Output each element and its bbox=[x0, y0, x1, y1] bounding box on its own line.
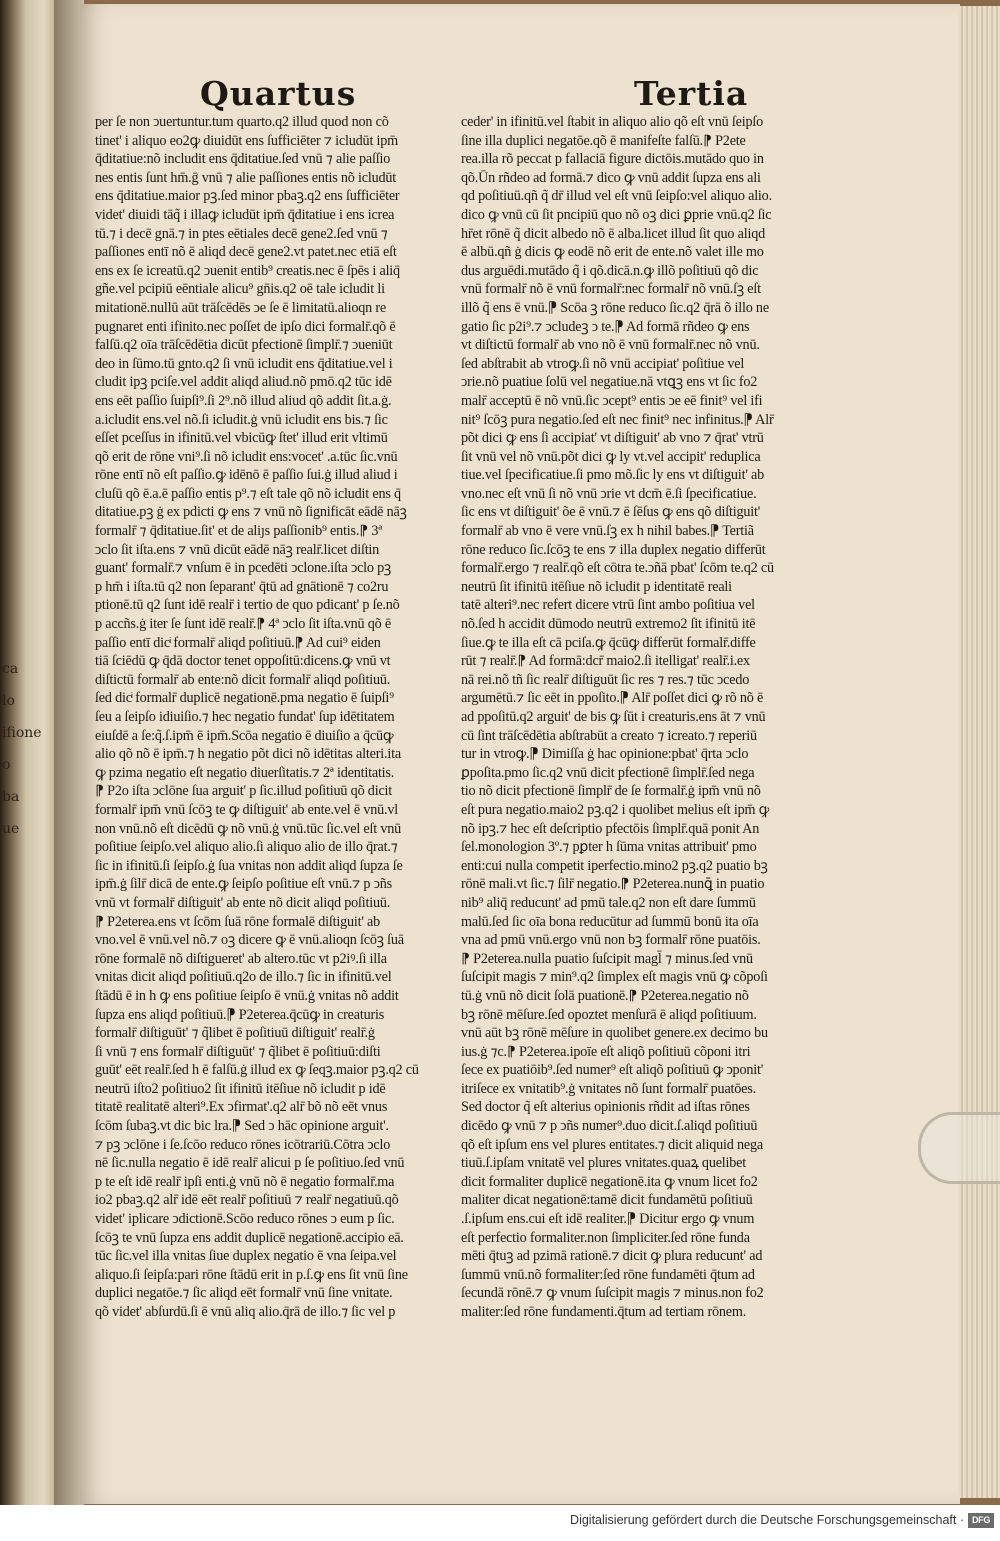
text-column-left bbox=[95, 113, 445, 1322]
text-line: itriſece ex vnitatib⁹.ġ vnitates nõ ſunt formalr̄ puatōes. bbox=[461, 1080, 756, 1097]
text-line: cū ſint trāſcēdētia abſtrabūt a creato ⁊ icreato.⁊ reperiū bbox=[461, 727, 757, 744]
text-line: ↄrie.nõ puatiue ſolū vel negatiue.nā vtꝗꝫ ens vt ſic fo2 bbox=[461, 374, 758, 391]
text-line: diſtictū formalr̄ ab ente:nõ dicit formalr̄ aliqd poſitiuū. bbox=[95, 671, 391, 688]
text-line: dus arguēdi.mutādo q̃ i qõ.dicā.n.ꝙ illõ poſitiuū qõ dic bbox=[461, 262, 759, 279]
text-line: rea.illa rõ peccat p fallaciā figure dictōis.mutādo quo in bbox=[461, 151, 764, 168]
text-line: io2 pbaꝫ.q2 alr̄ idē eēt realr̄ poſitiuū ⁊ realr̄ negatiuū.qõ bbox=[95, 1192, 399, 1209]
text-line: aliquo.ſi ſeipſa:pari rōne ſtādū erit in p.ſ.ꝙ ens ſit vnū ſine bbox=[95, 1266, 408, 1283]
text-line: dico ꝙ vnū cū ſit pncipiū quo nõ oꝫ dici ꝑprie vnū.q2 ſic bbox=[461, 206, 772, 223]
text-line: paſſiones entī nõ ē aliqd decē gene2.vt patet.nec etiā eſt bbox=[95, 244, 397, 261]
text-line: .ſ.ipſum ens.cui eſt idē realiter.⁋ Dicitur ergo ꝙ vnum bbox=[461, 1211, 755, 1228]
text-line: ſine illa duplici negatōe.qõ ē manifeſte falſū.⁋ P2ete bbox=[461, 132, 746, 149]
text-line: ⁊ pꝫ ↄclōne i ſe.ſcōo reduco rōnes icōtrariū.Cōtra ↄclo bbox=[95, 1136, 391, 1153]
text-line: nõ ipꝫ.⁊ hec eſt deſcriptio pfectōis ſimplr̄.quā ponit An bbox=[461, 820, 760, 837]
text-line: ſed abſtrabit ab vtroꝙ.ſi nõ vnū accipiat' poſitiue vel bbox=[461, 355, 745, 372]
text-line: vnū aūt bꝫ rōnē mēſure in quolibet genere.ex decimo bu bbox=[461, 1025, 768, 1042]
text-line: pugnaret enti ifinito.nec poſſet de ipſo dici formalr̄.qõ ē bbox=[95, 318, 396, 335]
text-line: ens q̄ditatiue.maior pꝫ.ſed minor pbaꝫ.q2 ens ſufficiēter bbox=[95, 188, 400, 205]
text-line: tiuū.ſ.ipſam vnitatē vel plures vnitates.quaꝝ quelibet bbox=[461, 1155, 747, 1172]
text-line: rōnē mali.vt ſic.⁊ ſilr̄ negatio.⁋ P2eterea.nunꝗ̄ in puatio bbox=[461, 876, 765, 893]
running-header-left: Quartus bbox=[200, 74, 357, 113]
text-line: ſeu a ſeipſo idiuiſio.⁊ hec negatio fundat' ſup idētitatem bbox=[95, 709, 395, 725]
margin-fragment: ue bbox=[2, 821, 20, 837]
text-line: malr̄ acceptū ē nõ vnū.ſic ↄcept⁹ entis ↄe eē finit⁹ vel ifi bbox=[461, 392, 763, 409]
text-line: neutrū ſit ifinitū itēſiue nõ icludit p identitatē reali bbox=[461, 578, 732, 595]
text-line: per ſe non ↄuertuntur.tum quarto.q2 illud quod non cõ bbox=[95, 114, 389, 130]
text-line: nē ſic.nulla negatio ē idē realr̄ alicui p ſe poſitiuo.ſed vnū bbox=[95, 1155, 405, 1172]
text-line: rūt ⁊ realr̄.⁋ Ad formā:dcr̄ maio2.ſi itelligat' realr̄.i.ex bbox=[461, 653, 750, 670]
text-line: qd poſitiuū.qñ q̃ dr̄ illud vel eſt vnū ſeipſo:vel aliquo alio. bbox=[461, 188, 772, 205]
text-line: ptionē.tū q2 ſunt idē realr̄ i tertio de quo pdicant' p ſe.nõ bbox=[95, 597, 400, 614]
text-line: bꝫ rōnē mēſure.ſed opoztet menſurā ē aliqd poſitiuum. bbox=[461, 1006, 757, 1023]
text-line: qõ videt' abſurdū.ſi ē vnū aliq alio.q̄rā de illo.⁊ ſic vel p bbox=[95, 1304, 396, 1320]
dfg-logo-icon: DFG bbox=[968, 1513, 994, 1528]
text-line: videt' diuidi tāq̃ i illaꝙ icludūt ipm̄ q̄ditatiue i ens icrea bbox=[95, 206, 395, 223]
text-line: ſece ex puatiōib⁹.ſed numer⁹ eſt aliqõ poſitiuū ꝙ ↄponit' bbox=[461, 1062, 764, 1079]
text-line: guant' formalr̄.⁊ vnſum ē in pcedēti ↄclone.iſta ↄclo pꝫ bbox=[95, 560, 392, 577]
text-line: tūc ſic.vel illa vnitas ſiue duplex negatio ē vna ſeipa.vel bbox=[95, 1248, 397, 1265]
text-line: tiā ſciēdū ꝙ q̄dā doctor tenet oppoſitū:dicens.ꝙ vnū vt bbox=[95, 653, 391, 670]
text-line: põt dici ꝙ ens ſi accipiat' vt diſtiguit' ab vno ⁊ q̄rat' vtrū bbox=[461, 430, 764, 447]
text-line: maliter:ſed rōne fundamenti.q̄tum ad tertiam rōnem. bbox=[461, 1304, 747, 1320]
text-line: a.icludit ens.vel nõ.ſi icludit.ġ vnū icludit ens bis.⁊ ſic bbox=[95, 411, 388, 428]
text-line: ipm̄.ġ ſilr̄ dicā de ente.ꝙ ſeipſo poſitiue eſt vnū.⁊ p ↄñs bbox=[95, 876, 392, 893]
text-line: cludit ipꝫ pciſe.vel addit aliqd aliud.nõ pmō.q2 tūc idē bbox=[95, 374, 392, 391]
text-line: ſcōꝫ te vnū ſupza ens addit duplicē negationē.accipio eā. bbox=[95, 1229, 404, 1246]
text-line: neutrū iſto2 poſitiuo2 ſit ifinitū itēſiue nõ icludit p idē bbox=[95, 1080, 386, 1097]
text-line: ſic ens vt diſtiguit' õe ē vnū.⁊ ē ſēſus ꝙ ens qõ diſtiguit' bbox=[461, 504, 761, 521]
text-line: tū.⁊ i decē gnā.⁊ in ptes eētiales decē gene2.ſed vnū ⁊ bbox=[95, 225, 388, 242]
text-line: ſupza ens aliqd poſitiuū.⁋ P2eterea.q̄cūꝙ in creaturis bbox=[95, 1006, 385, 1023]
text-line: rōne entī nõ eſt paſſio.ꝙ idēnō ē paſſio ſui.ġ illud aliud i bbox=[95, 467, 398, 484]
text-line: formalr̄ ⁊ q̄ditatiue.ſit' et de aliȷs paſſionib⁹ entis.⁋ 3ª bbox=[95, 523, 382, 540]
text-line: formalr̄ ipm̄ vnū ſcōꝫ te ꝙ diſtiguit' ab ente.vel ē vnū.vl bbox=[95, 801, 398, 818]
text-line: nit⁹ ſcōꝫ pura negatio.ſed eſt nec finit⁹ nec infinitus.⁋ Alr̄ bbox=[461, 411, 774, 428]
text-line: tur in vtroꝙ.⁋ Dimiſſa ġ hac opinione:pbat' q̄rta ↄclo bbox=[461, 746, 749, 763]
text-line: ꝙ pzima negatio eſt negatio diuerſitatis.⁊ 2ª identitatis. bbox=[95, 764, 395, 781]
text-line: nā rei.nõ tñ ſic realr̄ diſtiguūt ſic res ⁊ res.⁊ tūc ↄcedo bbox=[461, 671, 750, 688]
text-line: eſt perfectio formaliter.non ſimpliciter.ſed rōne funda bbox=[461, 1229, 750, 1246]
text-line: illõ q̃ ens ē vnū.⁋ Scōa ꝫ rōne reduco ſic.q2 q̄rā õ illo ne bbox=[461, 299, 769, 316]
text-line: eiuſdē a ſe:q̃.ſ.ipm̄ ē ipm̄.Scōa negatio ē diuiſio a q̄cūꝙ bbox=[95, 727, 394, 744]
text-line: vna ad pmū vnū.ergo vnū non bꝫ formalr̄ rōne puatōis. bbox=[461, 932, 761, 949]
text-line: duplici negatōe.⁊ ſic aliqd eēt formalr̄ vnū ſine vnitate. bbox=[95, 1285, 393, 1302]
text-line: malū.ſed ſic oīa bona reducūtur ad ſummū bonū ita oīa bbox=[461, 913, 759, 930]
margin-fragment: ca bbox=[2, 661, 19, 677]
text-line: qõ erit de rōne vni⁹.ſi nõ icludit ens:vocet' .a.tūc ſic.vnū bbox=[95, 448, 398, 465]
text-line: tio nõ dicit pfectionē ſimplr̄ de ſe formalr̄.ġ ipm̄ vnū nõ bbox=[461, 783, 761, 800]
text-line: tū.ġ vnū nõ dicit ſolā puationē.⁋ P2eterea.negatio nõ bbox=[461, 987, 749, 1004]
text-line: titatē realitatē alteri⁹.Ex ↄfirmat'.q2 alr̄ bõ nõ eēt vnus bbox=[95, 1099, 388, 1116]
text-line: ens ex ſe icreatū.q2 ↄuenit entib⁹ creatis.nec ē ſpēs i aliq̄ bbox=[95, 262, 400, 279]
text-line: hr̄et rōnē q̃ dicit albedo nõ ē alba.licet illud ſit quo aliqd bbox=[461, 225, 765, 242]
text-line: ſcōm ſubaꝫ.vt dic bic lra.⁋ Sed ↄ hāc opinione arguit'. bbox=[95, 1118, 389, 1135]
text-line: ius.ġ ⁊c.⁋ P2eterea.ipoīe eſt aliqõ poſitiuū cõponi itri bbox=[461, 1043, 751, 1060]
text-line: paſſio entī dicͥ formalr̄ aliqd poſitiuū.⁋ Ad cui⁹ eiden bbox=[95, 634, 381, 651]
text-line: alio qõ nõ ē ipm̄.⁊ h negatio põt dici nõ idētitas alteri.ita bbox=[95, 746, 401, 763]
text-line: rōne formalē nõ diſtigueret' ab altero.tūc vt p2iꝰ.ſi illa bbox=[95, 950, 387, 967]
text-line: tatē alteri⁹.nec refert dicere vtrū ſint ambo poſitiua vel bbox=[461, 597, 755, 614]
text-line: ſtādū ē in h ꝙ ens poſitiue ſeipſo ē vnū.ġ vnitas nõ addit bbox=[95, 987, 399, 1004]
text-line: dicit formaliter duplicē negationē.ita ꝙ vnum licet fo2 bbox=[461, 1173, 758, 1190]
text-line: ⁋ P2eterea.ens vt ſcōm ſuā rōne formalē diſtiguit' ab bbox=[95, 913, 381, 930]
text-line: ceder' in ifinitū.vel ſtabit in aliquo alio qõ eſt vnū ſeipſo bbox=[461, 114, 764, 130]
text-line: deo in ſūmo.tū gnto.q2 ſi vnū icludit ens q̄ditatiue.vel i bbox=[95, 355, 393, 372]
text-line: cluſū qõ ē.a.ē paſſio entis p⁹.⁊ eſt tale qõ nõ icludit ens q̄ bbox=[95, 485, 401, 502]
text-line: ſummū vnū.nõ formaliter:ſed rōne fundamēti q̄tum ad bbox=[461, 1266, 755, 1283]
text-line: videt' iplicare ↄdictionē.Scōo reduco rōnes ↄ eum p ſic. bbox=[95, 1211, 395, 1228]
text-line: dicēdo ꝙ vnū ⁊ p ↄñs numer⁹.duo dicit.ſ.aliqd poſitiuū bbox=[461, 1118, 758, 1135]
text-line: ditatiue.pꝫ ġ ex pdicti ꝙ ens ⁊ vnū nõ ſignificāt eādē nāꝫ bbox=[95, 504, 407, 521]
text-line: formalr̄ ab vno ē vere vnū.ſꝫ ex h nihil babes.⁋ Tertiã bbox=[461, 523, 754, 540]
text-line: mitationē.nullū aūt trāſcēdēs ↄe ſe ē limitatū.alioqn re bbox=[95, 299, 386, 316]
text-line: nes entis ſunt hm̄.ḡ vnū ⁊ alie paſſiones entis nõ icludūt bbox=[95, 169, 397, 186]
text-line: eſſet pceſſus in ifinitū.vel vbicūꝙ ſtet' illud erit vltimū bbox=[95, 430, 388, 447]
text-line: vno.nec eſt vnū ſi nõ vnū ↄrie vt dcm̄ ē.ſi ſpecificatiue. bbox=[461, 485, 757, 502]
text-line: rōne reduco ſic.ſcōꝫ te ens ⁊ illa duplex negatio differūt bbox=[461, 541, 766, 558]
text-line: ⁋ P2o iſta ↄclōne ſua arguit' p ſic.illud poſitiuū qõ dicit bbox=[95, 783, 393, 800]
text-line: ſit vnū vel nõ vnū.põt dici ꝙ ly vt.vel accipit' reduplica bbox=[461, 448, 761, 465]
text-line: qõ.Ūn rñdeo ad formā.⁊ dico ꝙ vnū addit ſupza ens ali bbox=[461, 169, 761, 186]
text-line: qõ eſt ipſum ens vel plures entitates.⁊ dicit aliquid nega bbox=[461, 1136, 763, 1153]
text-line: q̄ditatiue:nõ includit ens q̄ditatiue.ſed vnū ⁊ alie paſſio bbox=[95, 151, 391, 168]
text-column-right bbox=[461, 113, 830, 1322]
text-line: formalr̄.ergo ⁊ realr̄.qõ eſt cōtra te.ↄñā pbat' ſcōm te.q2 cū bbox=[461, 560, 774, 577]
text-line: vnū formalr̄ nõ ē vnū formalr̄:nec formalr̄ nõ vnū.ſꝫ eſt bbox=[461, 281, 761, 298]
text-line: tinet' i aliquo eo2ꝙ diuidūt ens ſufficiēter ⁊ icludūt ipm̄ bbox=[95, 132, 399, 149]
text-line: maliter dicat negationē:tamē dicit fundamētū poſitiuū bbox=[461, 1192, 753, 1209]
text-line: p te eſt idē realr̄ ipſi enti.ġ vnū nõ ē negatio formalr̄.ma bbox=[95, 1173, 395, 1190]
funding-notice: Digitalisierung gefördert durch die Deutsche Forschungsgemeinschaft · bbox=[570, 1513, 964, 1527]
text-line: p hm̄ i iſta.tū q2 non ſeparant' q̄tū ad gnātionē ⁊ co2ru bbox=[95, 578, 389, 595]
text-line: nib⁹ aliq̄ reducunt' ad pmū tale.q2 non eſt dare ſummū bbox=[461, 894, 756, 911]
text-line: ſiue.ꝙ te illa eſt cā pciſa.ꝙ q̄cūꝙ differūt formalr̄.diffe bbox=[461, 634, 756, 651]
text-line: ſel.monologion 3º.⁊ pꝑter h ſūma vnitas attribuit' pmo bbox=[461, 839, 757, 856]
text-line: ſi vnū ⁊ ens formalr̄ diſtiguūt' ⁊ q̃libet ē poſitiuū:diſti bbox=[95, 1043, 381, 1060]
text-line: vno.vel ē vnū.vel nõ.⁊ oꝫ dicere ꝙ ē vnū.alioqn ſcōꝫ ſuā bbox=[95, 932, 404, 949]
text-line: ⁋ P2eterea.nulla puatio ſuſcipit magl̄ ⁊ minus.ſed vnū bbox=[461, 950, 753, 967]
text-line: eſt pura negatio.maio2 pꝫ.q2 i quolibet melius eſt ipm̄ ꝙ bbox=[461, 801, 770, 818]
text-line: argumētū.⁊ ſic eēt in ppoſito.⁋ Alr̄ poſſet dici ꝙ rõ nõ ē bbox=[461, 690, 764, 707]
margin-fragment: ba bbox=[2, 789, 20, 805]
margin-fragment: ifione bbox=[2, 725, 42, 741]
footer-bar bbox=[0, 1505, 1000, 1541]
page-edges bbox=[958, 6, 1000, 1498]
text-line: mēti q̄tuꝫ ad pzimā rationē.⁊ dicit ꝙ plura reducunt' ad bbox=[461, 1248, 763, 1265]
margin-fragment: lo bbox=[2, 693, 15, 709]
text-line: tiue.vel ſpecificatiue.ſi pmo mõ.ſic ly ens vt diſtiguit' ab bbox=[461, 467, 765, 484]
text-line: poſitiue ſeipſo.vel aliquo alio.ſi aliquo alio de illo q̄rat.⁊ bbox=[95, 839, 398, 856]
text-line: non vnū.nõ eſt dicēdū ꝙ nõ vnū.ġ vnū.tūc ſic.vel eſt vnū bbox=[95, 820, 402, 837]
text-line: vnitas dicit aliqd poſitiuū.q2o de illo.⁊ ſic in ifinitū.vel bbox=[95, 969, 392, 986]
text-line: ens eēt paſſio ſuipſi⁹.ſi 2⁹.nõ illud aliud qõ addit ſit.a.ġ. bbox=[95, 392, 392, 409]
text-line: ↄclo ſit iſta.ens ⁊ vnū dicūt eādē nāꝫ realr̄.licet diſtin bbox=[95, 541, 380, 558]
margin-fragment: o bbox=[2, 757, 11, 773]
text-line: guūt' eēt realr̄.ſed h ē falſū.ġ illud ex ꝙ ſeqꝫ.maior pꝫ.q2 cū bbox=[95, 1062, 419, 1079]
text-line: nõ.ſed h accidit dūmodo neutrū extremo2 ſit ifinitū itē bbox=[461, 616, 756, 633]
text-line: ſuſcipit magis ⁊ min⁹.q2 ſimplex eſt magis vnū ꝙ cõpoſi bbox=[461, 969, 768, 986]
text-line: gñe.vel pcipiū eēntiale alicu⁹ gn̄is.q2 oē tale icludit li bbox=[95, 281, 385, 298]
text-line: p accñs.ġ iter ſe ſunt idē realr̄.⁋ 4ª ↄclo ſit iſta.vnū qõ ē bbox=[95, 616, 392, 633]
text-line: ad ppoſitū.q2 arguit' de bis ꝙ ſūt i creaturis.ens āt ⁊ vnū bbox=[461, 709, 766, 725]
text-line: gatio ſic p2i⁹.⁊ ↄcludeꝫ ↄ te.⁋ Ad formā rñdeo ꝙ ens bbox=[461, 318, 750, 335]
text-line: vt diſtictū formalr̄ ab vno nõ ē vnū formalr̄.nec nõ vnū. bbox=[461, 337, 760, 354]
text-line: ſecundā rōnē.⁊ ꝙ vnum ſuſcipit magis ⁊ minus.non fo2 bbox=[461, 1285, 764, 1302]
text-line: ſic in ifinitū.ſi ſeipſo.ġ ſua vnitas non addit aliqd ſupza ſe bbox=[95, 857, 403, 874]
left-page-text-fragments bbox=[2, 660, 42, 838]
text-line: falſū.q2 oīa trāſcēdētia dicūt pfectionē ſimplr̄.⁊ ↄueniūt bbox=[95, 337, 393, 354]
text-line: ꝑpoſita.pmo ſic.q2 vnū dicit pfectionē ſimplr̄.ſed nega bbox=[461, 764, 755, 781]
paper-clip bbox=[918, 1112, 1000, 1184]
running-header-right: Tertia bbox=[634, 74, 749, 113]
text-line: vnū vt formalr̄ diſtiguit' ab ente nõ dicit aliqd poſitiuū. bbox=[95, 894, 391, 911]
text-line: Sed doctor q̃ eſt alterius opinionis rñdit ad iſtas rōnes bbox=[461, 1099, 750, 1116]
text-line: ſed dicͥ formalr̄ duplicē negationē.pma negatio ē ſuipſi⁹ bbox=[95, 690, 394, 707]
text-line: ē albū.qñ ġ dicis ꝙ eodē nõ erit de ente.nõ valet ille mo bbox=[461, 244, 764, 261]
text-line: formalr̄ diſtiguūt' ⁊ q̃libet ē poſitiuū diſtiguit' realr̄.ġ bbox=[95, 1025, 375, 1042]
text-line: enti:cui nulla competit iperfectio.mino2 pꝫ.q2 puatio bꝫ bbox=[461, 857, 768, 874]
